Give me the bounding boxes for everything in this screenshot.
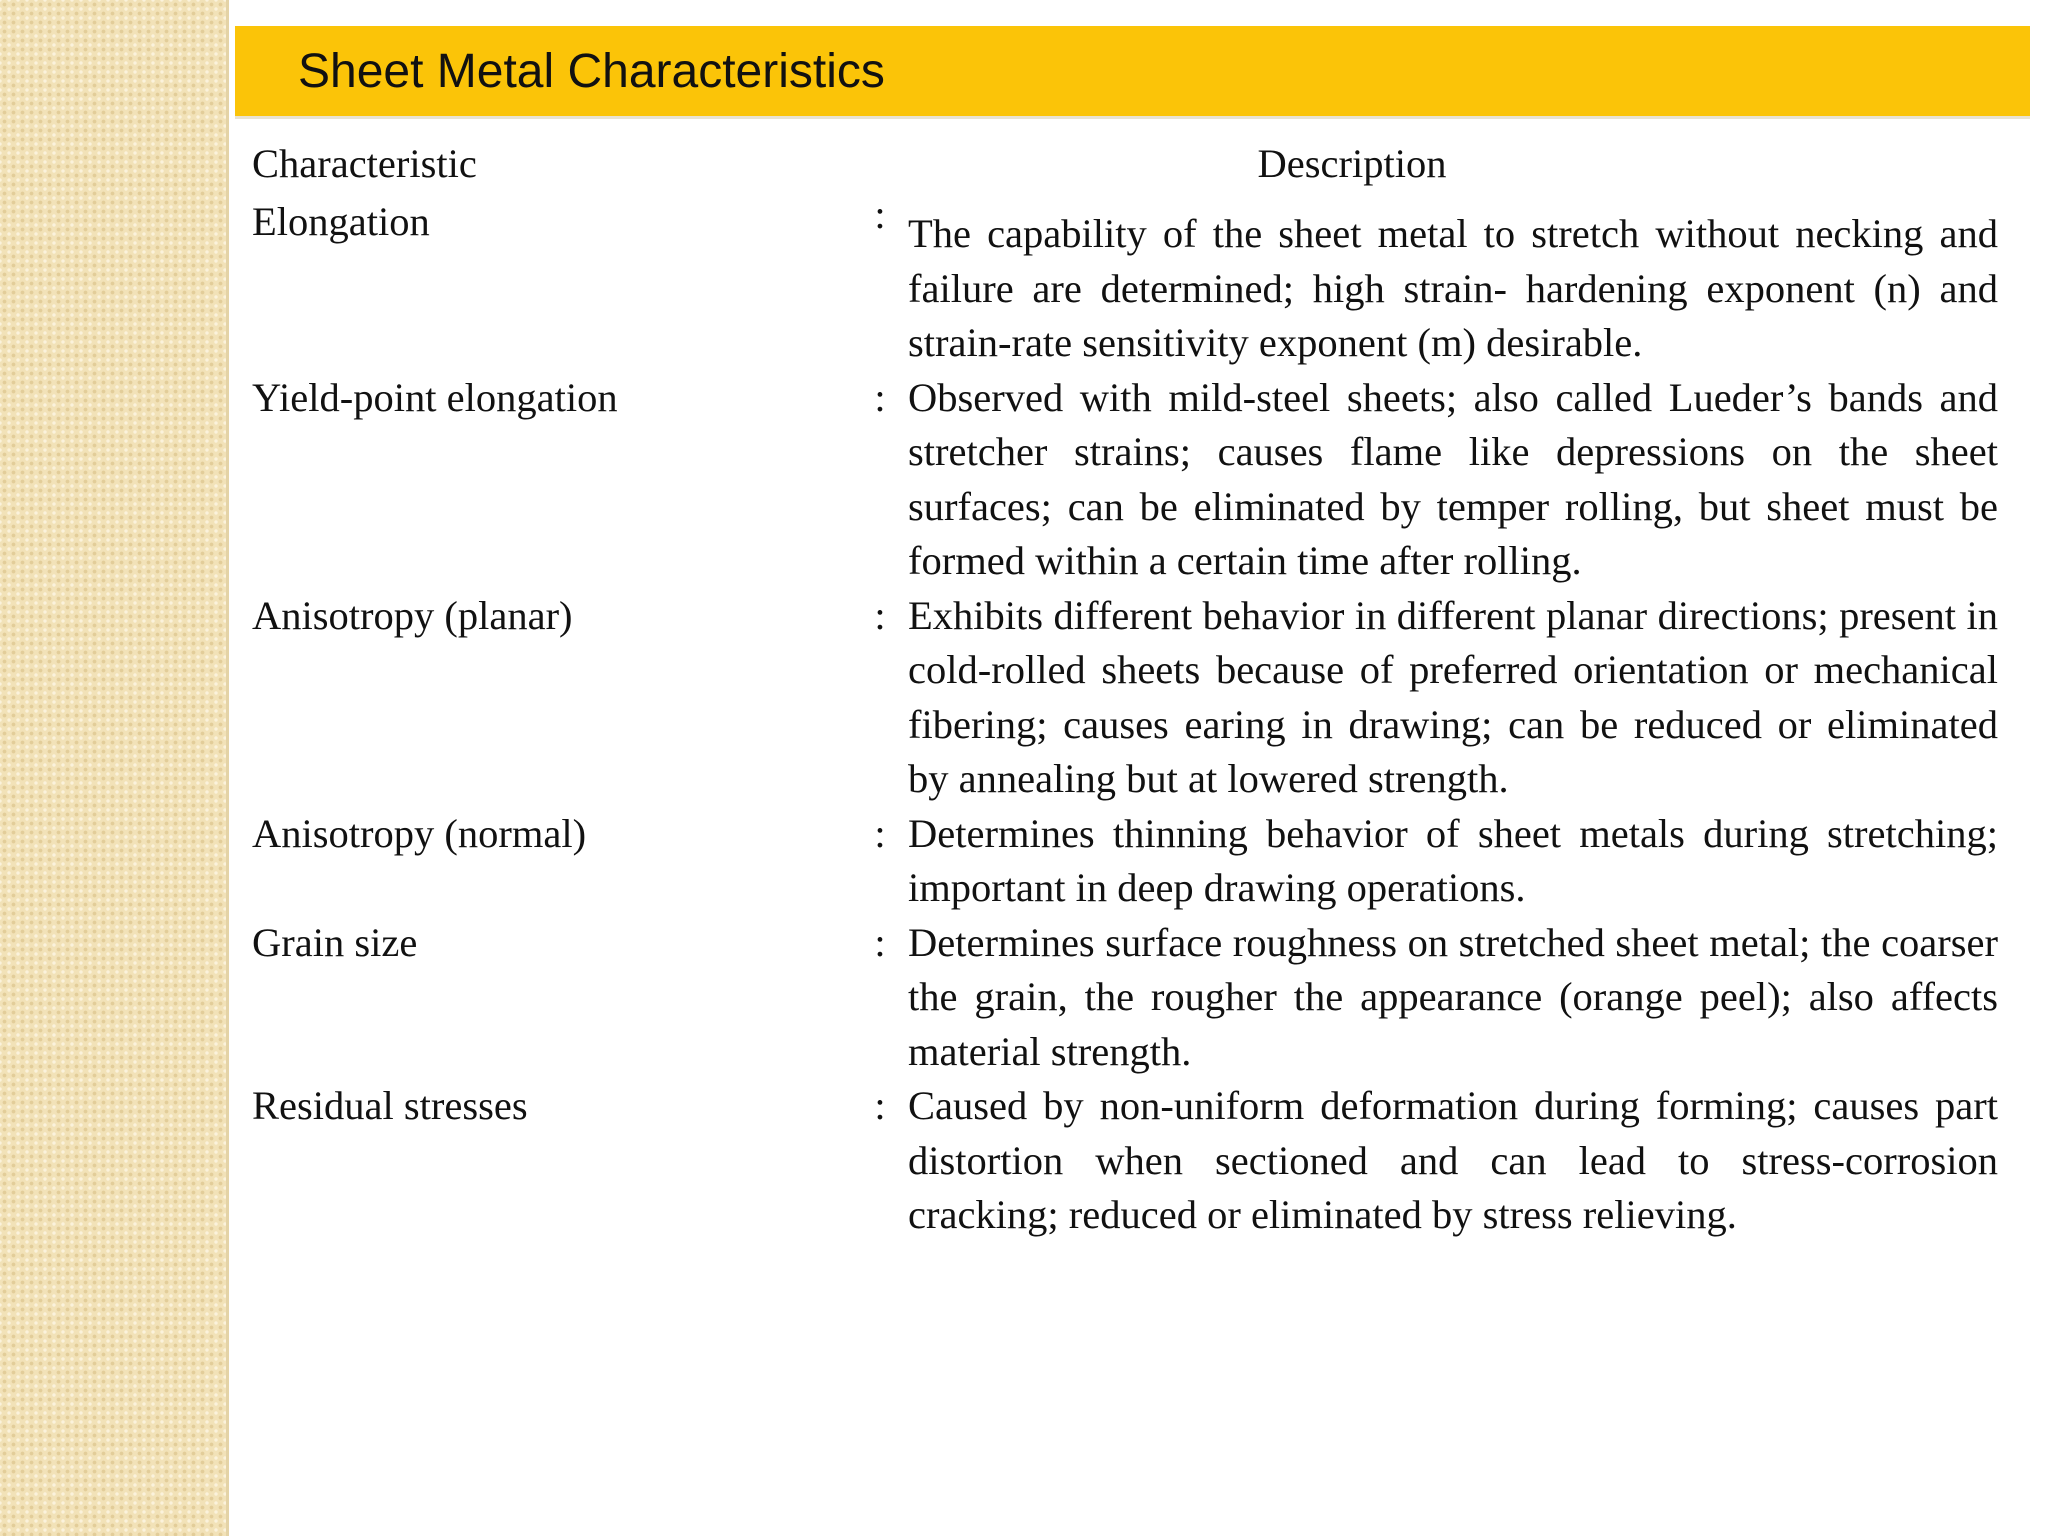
row-description: Determines surface roughness on stretched sheet metal; the coarser the grain, the rougher the appearance (orange peel); also affects material strength. xyxy=(908,919,1998,1074)
table-row-anisotropy-normal xyxy=(252,807,2002,916)
row-description: The capability of the sheet metal to stretch without necking and failure are determined; high strain- hardening exponent (n) and strain-rate sensitivity exponent (m) desirable. xyxy=(908,211,1998,365)
row-characteristic: Anisotropy (normal) xyxy=(252,810,587,856)
row-characteristic: Grain size xyxy=(252,919,418,965)
row-separator: : xyxy=(874,374,886,420)
row-characteristic: Elongation xyxy=(252,199,430,244)
header-description: Description xyxy=(1257,141,1447,186)
table-row-yield-point-elongation xyxy=(252,371,2002,589)
table-row-elongation xyxy=(252,192,2002,371)
table-header xyxy=(252,140,2002,195)
slide-title: Sheet Metal Characteristics xyxy=(298,45,885,98)
side-strip-edge xyxy=(226,0,229,1536)
row-separator: : xyxy=(874,1083,886,1128)
row-description: Observed with mild-steel sheets; also called Lueder’s bands and stretcher strains; causes flame like depressions on the sheet surfaces; can be eliminated by temper rolling, but sheet must be formed within a certain time after rolling. xyxy=(908,374,1998,583)
title-bar xyxy=(235,26,2030,119)
row-description: Exhibits different behavior in different planar directions; present in cold-rolled sheets because of preferred orientation or mechanical fibering; causes earing in drawing; can be reduced or eliminated by annealing but at lowered strength. xyxy=(908,592,1998,801)
row-separator: : xyxy=(874,192,886,237)
table-row-grain-size xyxy=(252,916,2002,1080)
decorative-side-strip xyxy=(0,0,226,1536)
table-row-residual-stresses xyxy=(252,1079,2002,1243)
characteristics-table xyxy=(252,140,2002,1243)
row-separator: : xyxy=(874,810,886,856)
row-description: Determines thinning behavior of sheet metals during stretching; important in deep drawing operations. xyxy=(908,810,1998,910)
table-row-anisotropy-planar xyxy=(252,589,2002,807)
row-separator: : xyxy=(874,919,886,965)
row-characteristic: Residual stresses xyxy=(252,1083,528,1128)
row-characteristic: Anisotropy (planar) xyxy=(252,592,573,638)
header-characteristic: Characteristic xyxy=(252,141,477,186)
row-separator: : xyxy=(874,592,886,638)
row-characteristic: Yield-point elongation xyxy=(252,374,618,420)
row-description: Caused by non-uniform deformation during forming; causes part distortion when sectioned and can lead to stress-corrosion cracking; reduced or eliminated by stress relieving. xyxy=(908,1083,1998,1237)
